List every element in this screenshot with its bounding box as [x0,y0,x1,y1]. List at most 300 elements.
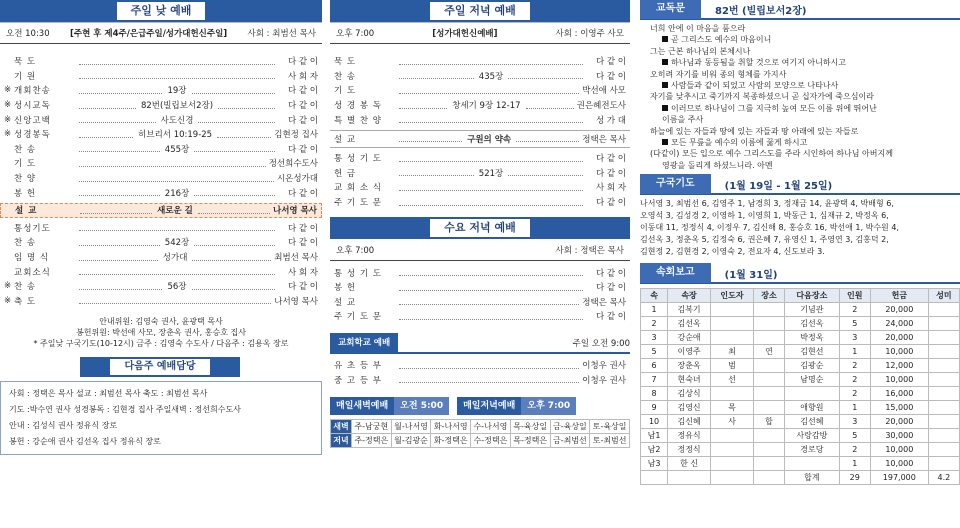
table-cell [753,429,784,443]
table-cell: 박정옥 [785,331,840,345]
order-detail: 56장 [167,282,187,293]
order-row [0,279,322,294]
sunday-evening-info [330,22,630,44]
table-cell: 9 [641,401,668,415]
table-cell: 김복기 [668,303,711,317]
reading-text: 영광을 돌리게 하셨느니라. 아멘 [662,160,773,170]
dot-leader [79,87,162,94]
order-label: 성 경 봉 독 [334,101,382,112]
column-header: 속장 [668,289,711,303]
table-cell: 김선옥 [785,317,840,331]
reading-line [640,91,960,102]
order-row [330,180,630,195]
next-week-row: 사회 : 정택은 목사 설교 : 최범선 목사 축도 : 최범선 목사 [9,389,208,399]
reading-line [640,80,960,91]
reading-line [640,46,960,57]
table-cell: 남명순 [785,373,840,387]
sunday-evening-column [330,0,630,528]
dot-leader [79,131,133,138]
dot-leader [80,207,152,214]
order-detail: 19장 [167,86,187,97]
reading-line [640,103,960,114]
bullet-icon [662,36,668,42]
table-cell [928,443,959,457]
order-row [330,83,630,98]
reading-text: 이러므로 하나님이 그를 지극히 높여 모든 이름 위에 뛰어난 [671,103,877,113]
order-person: 다 같 이 [595,283,626,294]
table-cell: 24,000 [870,317,928,331]
table-cell [928,429,959,443]
table-cell: 2 [839,387,870,401]
order-row [330,358,630,373]
column-header: 장소 [753,289,784,303]
dot-leader [79,145,160,152]
dot-leader [192,254,271,261]
order-row [330,69,630,84]
dot-leader [508,72,583,79]
order-row [0,156,322,171]
evening-time: 오후 7:00 [521,397,576,415]
dot-leader [399,184,583,191]
order-row [0,264,322,279]
table-cell [711,303,754,317]
table-cell: 10,000 [870,345,928,359]
responsive-reading-header [640,0,960,20]
sunday-morning-column [0,0,322,528]
table-cell [928,331,959,345]
order-person: 성 가 대 [595,115,626,126]
report-row [641,331,960,345]
table-cell: 합 [753,415,784,429]
table-cell [928,317,959,331]
table-cell: 토-육상일 [590,419,630,433]
order-person: 다 같 이 [287,144,318,155]
table-cell: 20,000 [870,331,928,345]
order-row [330,295,630,310]
sermon-preacher: 나서영 목사 [273,206,318,217]
table-cell: 토-최범선 [590,433,630,447]
order-detail: 455장 [164,144,190,155]
dot-leader [399,169,474,176]
note-line: * 주일낮 구국기도(10-12시) 금주 : 김영숙 수도사 / 다음주 : 김용옥 장로 [33,339,289,349]
daily-prayer-table [330,419,630,448]
service-time: 오후 7:00 [336,245,375,256]
table-cell [711,429,754,443]
table-cell: 목-정택은 [510,433,550,447]
evening-title: 매일저녁예배 [457,397,521,415]
table-cell: 10,000 [870,443,928,457]
table-cell [711,457,754,471]
prayer-title: (1월 19일 - 1월 25일) [724,180,833,192]
table-cell: 사랑감방 [785,429,840,443]
presider: 사회 : 최범선 목사 [247,29,316,39]
table-cell: 강순애 [668,331,711,345]
order-row [330,265,630,280]
table-cell: 정정식 [668,443,711,457]
table-cell [928,401,959,415]
table-cell: 7 [641,373,668,387]
reading-line [640,114,960,125]
table-cell [668,471,711,485]
table-cell: 2 [839,373,870,387]
table-cell: 1 [839,401,870,415]
table-cell: 주-남궁현 [351,419,391,433]
table-cell: 기념관 [785,303,840,317]
table-cell [928,457,959,471]
dot-leader [79,224,275,231]
table-cell [928,387,959,401]
column-header: 다음장소 [785,289,840,303]
table-cell: 정유식 [668,429,711,443]
reading-line [640,126,960,137]
mark: ※ [4,100,12,111]
service-time: 오전 10:30 [6,29,50,39]
reading-text: 하나님과 동등됨을 취할 것으로 여기지 아니하시고 [671,58,847,68]
table-cell [753,443,784,457]
order-row [0,98,322,113]
order-row [330,98,630,113]
order-person: 정선희수도사 [268,159,318,170]
order-detail: 542장 [164,238,190,249]
order-detail: 히브리서 10:19-25 [138,130,213,141]
column-header: 인원 [839,289,870,303]
dot-leader [516,135,579,142]
report-row [641,401,960,415]
order-label: 임 명 식 [14,253,50,264]
prayer-line: 이동대 11, 정정식 4, 이정우 7, 김신해 8, 홍승호 16, 박선애 1, 박수원 4, [640,223,899,233]
order-person: 시온성가대 [276,174,318,185]
order-label: 기 원 [14,71,37,82]
dot-leader [399,284,583,291]
order-row [330,112,630,127]
dot-leader [198,207,270,214]
dot-leader [194,239,275,246]
order-label: 통성기도 [14,223,51,234]
table-cell: 이영주 [668,345,711,359]
order-person: 사 회 자 [287,71,318,82]
table-cell: 월-나서영 [391,419,431,433]
prayer-line: 나서영 3, 최범선 6, 김영주 1, 남경희 3, 정재금 14, 윤광택 4, 박배형 6, [640,199,894,209]
order-row [0,235,322,250]
order-person: 사 회 자 [287,267,318,278]
table-cell: 화-정택은 [431,433,471,447]
order-of-worship [0,54,322,200]
table-cell: 10 [641,415,668,429]
dot-leader [399,58,583,65]
table-cell [711,387,754,401]
order-person: 다 같 이 [595,71,626,82]
table-cell: 남1 [641,429,668,443]
table-cell: 사 [711,415,754,429]
report-row [641,429,960,443]
report-row [641,303,960,317]
order-row [330,372,630,387]
order-person: 박선애 사모 [582,86,626,97]
dot-leader [79,58,275,65]
table-cell: 16,000 [870,387,928,401]
order-detail: 사도신경 [160,115,194,126]
presider: 사회 : 이영주 사모 [555,29,624,39]
table-cell: 3 [839,415,870,429]
table-cell: 경로당 [785,443,840,457]
column-header: 속 [641,289,668,303]
dot-leader [79,189,160,196]
order-row [330,166,630,181]
order-person: 다 같 이 [287,223,318,234]
dawn-title: 매일새벽예배 [330,397,394,415]
next-week-row: 봉헌 : 강순애 권사 김선옥 집사 정유식 장로 [9,437,161,447]
dot-leader [399,362,579,369]
reading-text: 모든 무릎을 예수의 이름에 꿇게 하시고 [671,138,808,148]
table-cell [928,303,959,317]
dot-leader [399,199,583,206]
table-cell: 김선혜 [785,415,840,429]
report-head-row [641,289,960,303]
table-cell [711,317,754,331]
prayer-line: 김선옥 3, 정춘옥 5, 김정숙 6, 권은혜 7, 유영신 1, 주영연 3, 김홍덕 2, [640,235,889,245]
sermon-label: 설 교 [334,134,357,145]
order-person: 권은혜전도사 [576,101,627,112]
order-person: 다 같 이 [287,282,318,293]
reading-text: 이름을 주사 [662,115,704,125]
table-cell: 2 [839,443,870,457]
table-cell [785,457,840,471]
table-cell: 김광순 [785,359,840,373]
sermon-preacher: 정택은 목사 [582,134,626,145]
table-cell [928,373,959,387]
next-week-title: 다음주 예배담당 [110,359,209,375]
table-cell [928,345,959,359]
table-cell [753,317,784,331]
order-person: 다 같 이 [287,86,318,97]
table-cell: 화-나서영 [431,419,471,433]
order-row [0,83,322,98]
table-cell: 애향원 [785,401,840,415]
table-cell [711,443,754,457]
reading-line [640,57,960,68]
table-cell: 연 [753,345,784,359]
order-label: 찬 송 [334,71,357,82]
table-cell: 최 [711,345,754,359]
order-person: 다 같 이 [595,154,626,165]
reading-text: 하늘에 있는 자들과 땅에 있는 자들과 땅 아래에 있는 자들로 [650,126,859,136]
order-label: 교회소식 [14,267,51,278]
table-cell: 2 [641,317,668,331]
order-person: 최범선 목사 [274,253,318,264]
order-row [0,185,322,200]
order-detail: 82번(빌립보서2장) [140,101,214,112]
order-label: 통 성 기 도 [334,268,382,279]
dot-leader [399,72,474,79]
table-cell: 20,000 [870,415,928,429]
reading-text: 곧 그리스도 예수의 마음이니 [671,35,772,45]
school-title: 교회학교 예배 [330,333,398,353]
sunday-evening-title: 주일 저녁 예배 [430,2,529,20]
table-cell [753,457,784,471]
order-person: 정택은 목사 [582,297,626,308]
dot-leader [79,102,136,109]
bullet-icon [662,82,668,88]
dot-leader [79,239,160,246]
reading-line [640,23,960,34]
bullet-icon [662,105,668,111]
responsive-reading-title: 82번 (빌립보서2장) [714,5,807,17]
order-row [0,294,322,309]
table-cell [753,471,784,485]
table-cell: 현숙녀 [668,373,711,387]
service-theme: [주현 후 제4주/은급주일/성가대헌신주일] [69,29,228,39]
sunday-evening-header [330,0,630,22]
table-cell: 금-육상일 [550,419,590,433]
table-cell: 수-나서영 [471,419,511,433]
school-header [330,334,630,354]
order-row [330,195,630,210]
table-cell: 금-최범선 [550,433,590,447]
report-row [641,359,960,373]
order-label: 찬 송 [14,282,37,293]
notes [0,316,322,349]
order-person: 다 같 이 [595,268,626,279]
table-cell: 1 [839,345,870,359]
column-header: 헌금 [870,289,928,303]
table-cell: 29 [839,471,870,485]
order-person: 다 같 이 [287,115,319,126]
order-person: 다 같 이 [287,238,318,249]
report-row [641,471,960,485]
table-cell: 월-김광순 [391,433,431,447]
bullet-icon [662,59,668,65]
order-label: 주 기 도 문 [334,198,382,209]
next-week-row: 안내 : 김성식 권사 정유식 장로 [9,421,118,431]
order-row [0,250,322,265]
table-cell: 1 [641,303,668,317]
table-cell [928,359,959,373]
order-label: 중 고 등 부 [334,375,382,386]
order-person: 다 같 이 [595,168,626,179]
order-label: 봉 헌 [14,188,37,199]
dot-leader [399,135,462,142]
table-cell: 2 [839,303,870,317]
dot-leader [79,116,156,123]
order-detail: 창세기 9장 12-17 [452,101,521,112]
table-cell: 15,000 [870,401,928,415]
evening-sermon-row [330,130,630,148]
report-row [641,443,960,457]
order-person: 김현정 집사 [274,130,319,141]
responsive-reading-text [640,23,960,171]
school-time: 주일 오전 9:00 [572,338,630,349]
prayer-table-row [331,433,630,447]
table-cell [711,331,754,345]
sermon-title: 구원의 약속 [467,134,512,145]
order-detail: 521장 [478,168,504,179]
table-cell [753,303,784,317]
report-title: (1월 31일) [724,269,778,281]
mark: ※ [4,129,12,140]
reading-line [640,34,960,45]
order-row [0,221,322,236]
report-row [641,415,960,429]
dot-leader [79,283,162,290]
prayer-line: 김현정 2, 김현경 2, 이영숙 2, 전요자 4, 신도보라 3. [640,247,825,257]
column-header: 성미 [928,289,959,303]
reading-text: 그는 근본 하나님의 본체시나 [650,46,751,56]
reading-line [640,137,960,148]
order-row [0,171,322,186]
order-label: 봉 헌 [334,283,357,294]
table-cell: 남2 [641,443,668,457]
table-cell [785,387,840,401]
reading-text: 자기를 낮추시고 죽기까지 복종하셨으니 곧 십자가에 죽으심이라 [650,92,874,102]
order-row [330,309,630,324]
table-cell: 10,000 [870,457,928,471]
dot-leader [194,189,275,196]
service-time: 오후 7:00 [336,29,375,39]
order-of-worship-2 [0,221,322,309]
table-cell: 4.2 [928,471,959,485]
table-cell: 3 [839,331,870,345]
dot-leader [79,160,266,167]
order-row [0,112,322,127]
order-label: 신앙고백 [14,115,51,126]
dot-leader [217,131,271,138]
order-person: 이청우 권사 [582,375,626,386]
order-label: 기 도 [334,86,357,97]
dot-leader [79,297,271,304]
order-row [0,142,322,157]
school-list [330,358,630,387]
mark: ※ [4,281,12,292]
order-person: 다 같 이 [287,101,318,112]
order-label: 묵 도 [14,57,37,68]
reading-text: 너희 안에 이 마음을 품으라 [650,24,746,33]
prayer-header [640,175,960,195]
mark: ※ [4,295,12,306]
column-header: 인도자 [711,289,754,303]
dot-leader [79,175,274,182]
prayer-tag: 구국기도 [640,174,711,194]
table-cell [753,401,784,415]
evening-order-2 [330,151,630,209]
dot-leader [399,376,579,383]
dot-leader [399,313,583,320]
dot-leader [399,87,579,94]
next-week-row: 기도 :박수연 권사 성경봉독 : 김현경 집사 주일새벽 : 정선희수도사 [9,405,241,415]
service-theme: [성가대헌신예배] [432,29,498,39]
report-row [641,373,960,387]
order-label: 특 별 찬 양 [334,115,382,126]
bullet-icon [662,139,668,145]
table-cell [753,373,784,387]
table-cell: 남3 [641,457,668,471]
table-cell: 1 [839,457,870,471]
table-cell [928,415,959,429]
sermon-label: 설 교 [15,206,38,217]
order-person: 다 같 이 [287,188,318,199]
order-label: 찬 양 [14,174,37,185]
daily-prayer-header [330,397,630,415]
prayer-list [640,198,960,258]
evening-order [330,54,630,127]
sunday-morning-info [0,22,322,44]
right-column [640,0,960,528]
table-cell: 6 [641,359,668,373]
table-cell: 수-정택은 [471,433,511,447]
table-cell: 8 [641,387,668,401]
reading-text: 오히려 자기를 비워 종의 형체를 가지사 [650,69,787,79]
table-cell: 김신혜 [668,415,711,429]
table-cell: 30,000 [870,429,928,443]
